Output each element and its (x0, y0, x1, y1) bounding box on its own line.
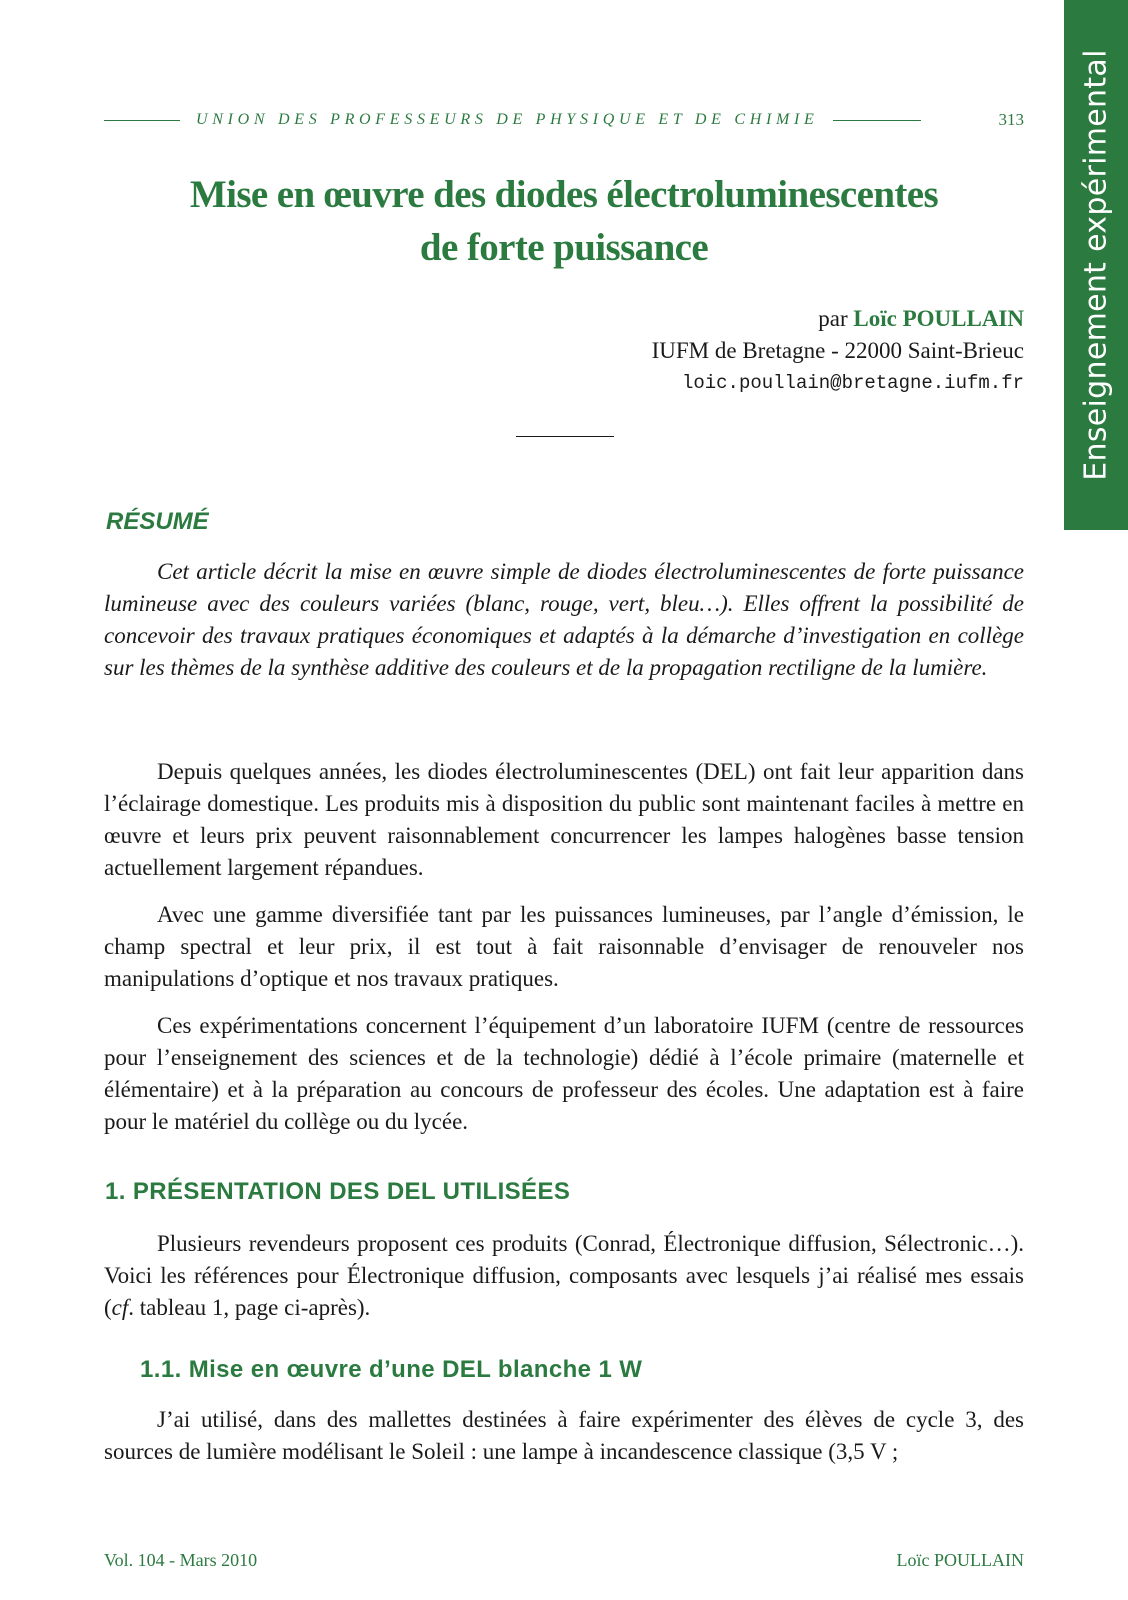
abstract-text: Cet article décrit la mise en œuvre simple de diodes électroluminescentes de forte puissance lumineuse avec des couleurs variées (blanc, rouge, vert, bleu…). Elles offrent la possibilité de concevoir des travaux pratiques économiques et adaptés à la démarche d’investigation en collège sur les thèmes de la synthèse additive des couleurs et de la propagation rectiligne de la lumière. (104, 559, 1024, 680)
separator-rule (516, 436, 614, 437)
section-1-1-heading: 1.1. Mise en œuvre d’une DEL blanche 1 W (140, 1356, 643, 1383)
article-title-line-2: de forte puissance (419, 226, 709, 269)
side-tab (1064, 0, 1128, 530)
side-tab-label: Enseignement expérimental (1078, 49, 1114, 481)
journal-name: UNION DES PROFESSEURS DE PHYSIQUE ET DE CHIMIE (196, 111, 819, 128)
section-1-1-paragraph: J’ai utilisé, dans des mallettes destinées à faire expérimenter des élèves de cycle 3, des sources de lumière modélisant le Soleil : une lampe à incandescence classique (3,5 V ; (104, 1407, 1024, 1464)
section-1-heading: 1. PRÉSENTATION DES DEL UTILISÉES (105, 1178, 571, 1205)
abstract-heading: RÉSUMÉ (106, 508, 209, 535)
intro-section (104, 756, 1024, 1153)
footer-author: Loïc POULLAIN (896, 1550, 1024, 1570)
section-1-paragraph (104, 1228, 1024, 1324)
author-line (450, 303, 1024, 335)
article-title (104, 168, 1024, 274)
article-title-line-1: Mise en œuvre des diodes électroluminescentes (189, 173, 939, 216)
section-1-1-body (104, 1404, 1024, 1483)
section-1-body (104, 1228, 1024, 1339)
byline (450, 303, 1024, 399)
intro-paragraph-2: Avec une gamme diversifiée tant par les puissances lumineuses, par l’angle d’émission, le champ spectral et leur prix, il est tout à fait raisonnable d’envisager de renouveler nos manipulations d’optique et nos travaux pratiques. (104, 902, 1024, 991)
running-head-lead-rule (104, 120, 180, 121)
footer-volume: Vol. 104 - Mars 2010 (104, 1550, 258, 1570)
author-prefix: par (818, 306, 854, 331)
page-number: 313 (998, 110, 1024, 129)
running-head (104, 110, 1024, 130)
section-1-text-after: . tableau 1, page ci-après). (128, 1295, 371, 1320)
running-head-trail-rule (833, 120, 921, 121)
page-footer (104, 1550, 1024, 1571)
author-email: loic.poullain@bretagne.iufm.fr (681, 372, 1024, 394)
section-1-text-before: Plusieurs revendeurs proposent ces produits (Conrad, Électronique diffusion, Sélectronic…). Voici les références pour Électronique diffusion, composants avec lesquels j’ai réalisé mes essais ( (104, 1231, 1024, 1320)
intro-paragraph-1: Depuis quelques années, les diodes électroluminescentes (DEL) ont fait leur apparition dans l’éclairage domestique. Les produits mis à disposition du public sont maintenant faciles à mettre en œuvre et leurs prix peuvent raisonnablement concurrencer les lampes halogènes basse tension actuellement largement répandues. (104, 759, 1024, 880)
section-1-cf: cf (111, 1295, 129, 1320)
author-name: Loïc POULLAIN (853, 306, 1024, 331)
intro-paragraph-3: Ces expérimentations concernent l’équipement d’un laboratoire IUFM (centre de ressources pour l’enseignement des sciences et de la technologie) dédié à l’école primaire (maternelle et élémentaire) et à la préparation au concours de professeur des écoles. Une adaptation est à faire pour le matériel du collège ou du lycée. (104, 1013, 1024, 1134)
author-affiliation: IUFM de Bretagne - 22000 Saint-Brieuc (651, 338, 1024, 363)
